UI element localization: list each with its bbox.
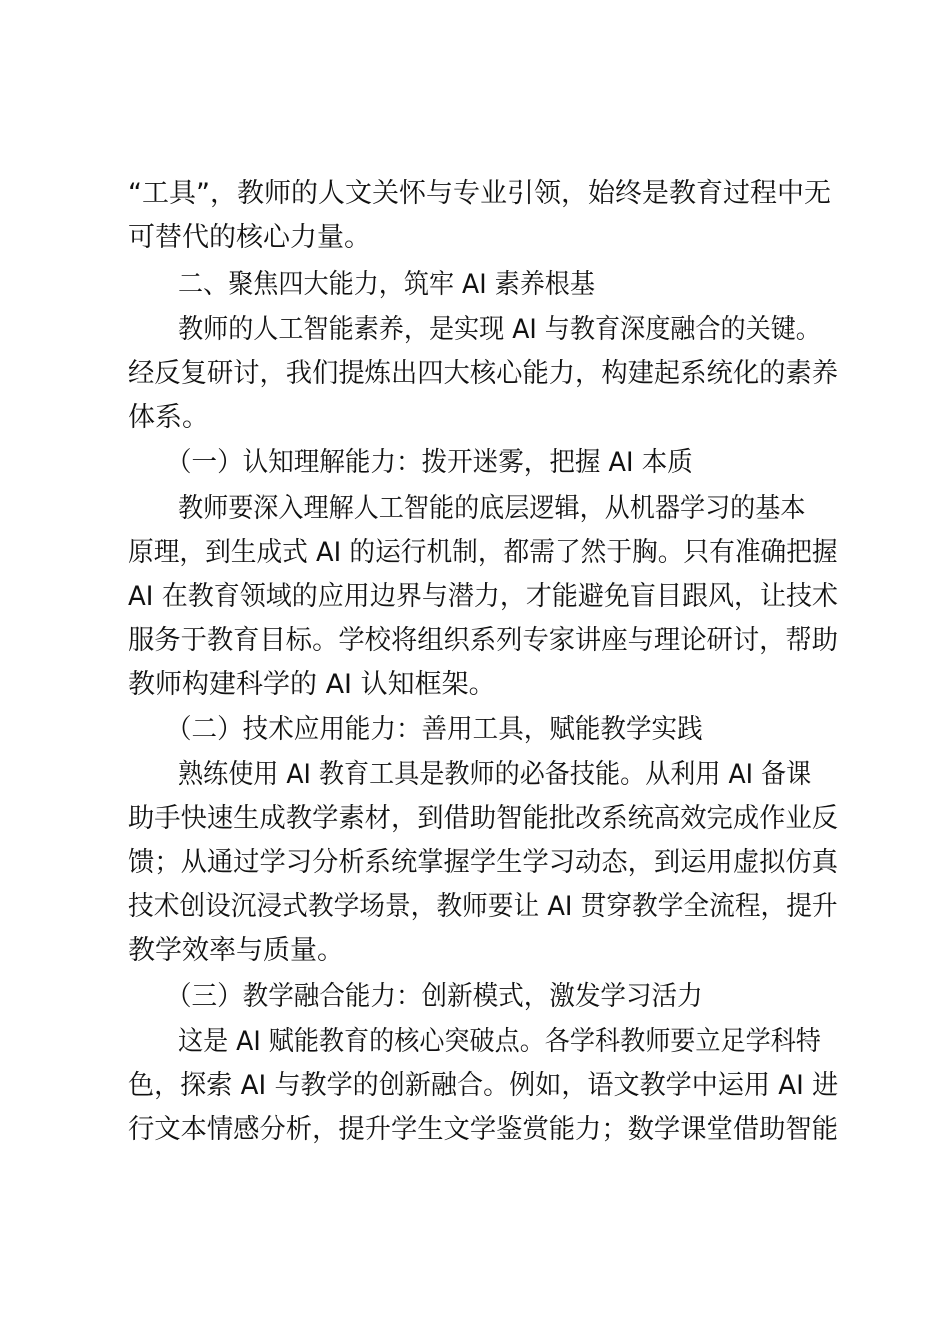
paragraph-line: 教师要深入理解人工智能的底层逻辑，从机器学习的基本 (178, 493, 806, 524)
paragraph-line: 熟练使用 AI 教育工具是教师的必备技能。从利用 AI 备课 (178, 759, 812, 790)
text-line: “工具”，教师的人文关怀与专业引领，始终是教育过程中无 (128, 178, 831, 209)
subsection-heading: （三）教学融合能力：创新模式，激发学习活力 (166, 981, 703, 1012)
text-line: 助手快速生成教学素材，到借助智能批改系统高效完成作业反 (128, 803, 838, 834)
text-line: 行文本情感分析，提升学生文学鉴赏能力；数学课堂借助智能 (128, 1114, 838, 1145)
text-line: 教学效率与质量。 (128, 935, 344, 966)
text-line: 教师构建科学的 AI 认知框架。 (128, 669, 496, 700)
text-line: 技术创设沉浸式教学场景，教师要让 AI 贯穿教学全流程，提升 (128, 891, 838, 922)
text-line: 原理，到生成式 AI 的运行机制，都需了然于胸。只有准确把握 (128, 537, 838, 568)
text-line: 服务于教育目标。学校将组织系列专家讲座与理论研讨，帮助 (128, 625, 838, 656)
subsection-heading: （二）技术应用能力：善用工具，赋能教学实践 (166, 714, 703, 745)
paragraph-line: 教师的人工智能素养，是实现 AI 与教育深度融合的关键。 (178, 314, 821, 345)
text-line: 馈；从通过学习分析系统掌握学生学习动态，到运用虚拟仿真 (128, 847, 838, 878)
paragraph-line: 这是 AI 赋能教育的核心突破点。各学科教师要立足学科特 (178, 1026, 821, 1057)
subsection-heading: （一）认知理解能力：拨开迷雾，把握 AI 本质 (166, 447, 693, 478)
text-line: 体系。 (128, 402, 209, 433)
text-line: 经反复研讨，我们提炼出四大核心能力，构建起系统化的素养 (128, 358, 838, 389)
text-line: 可替代的核心力量。 (128, 222, 371, 253)
section-heading: 二、聚焦四大能力，筑牢 AI 素养根基 (178, 269, 596, 300)
text-line: 色，探索 AI 与教学的创新融合。例如，语文教学中运用 AI 进 (128, 1070, 839, 1101)
text-line: AI 在教育领域的应用边界与潜力，才能避免盲目跟风，让技术 (128, 581, 839, 612)
